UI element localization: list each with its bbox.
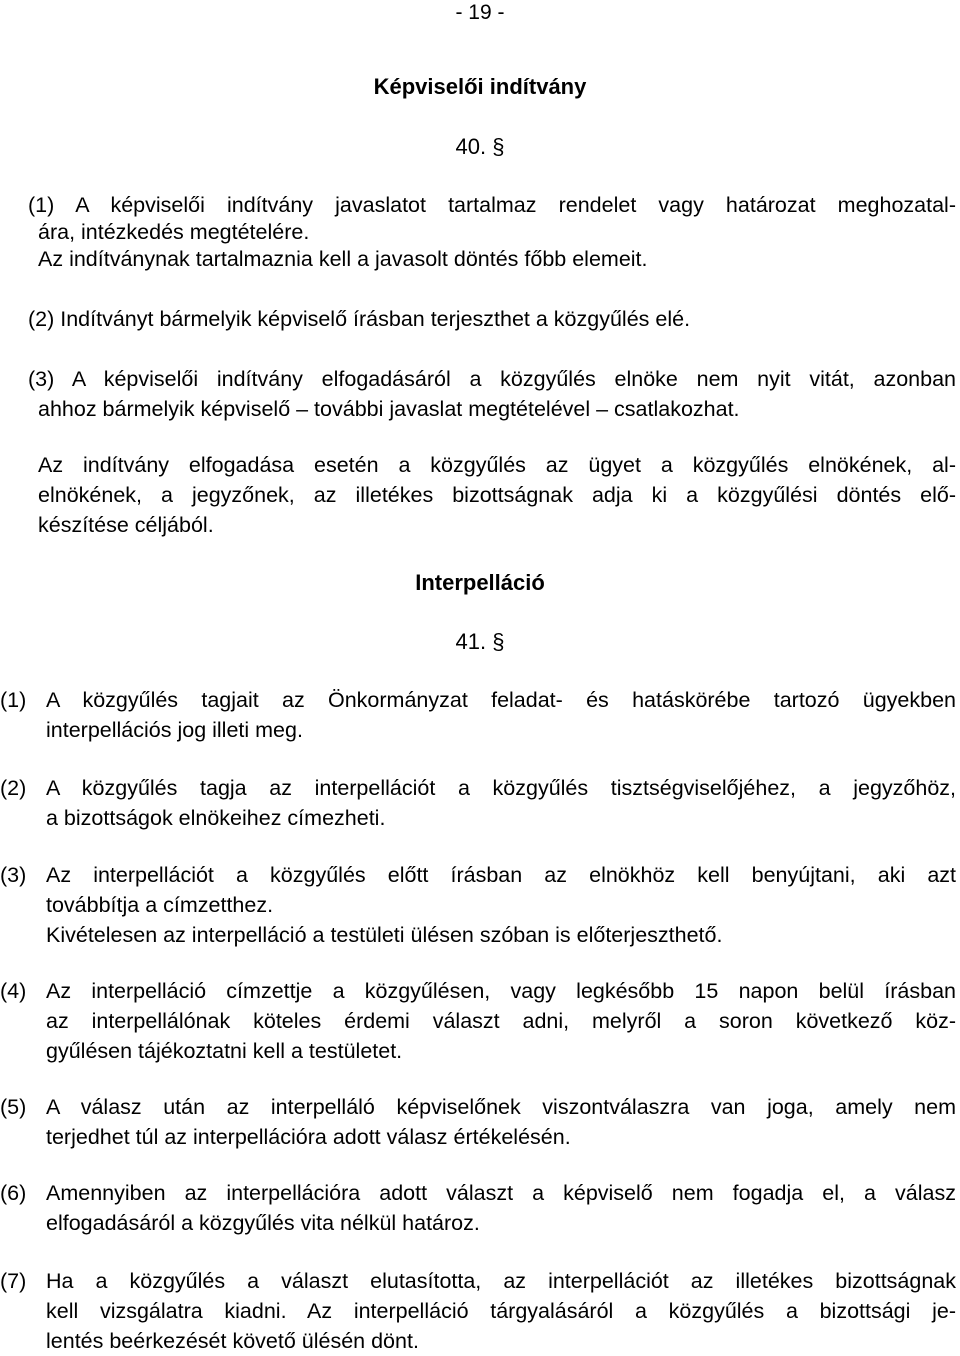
section-41-title: Interpelláció xyxy=(415,570,545,595)
item-line: Az interpelláció címzettje a közgyűlésen, vagy legkésőbb 15 napon belül írásban xyxy=(46,979,956,1003)
paragraph-line: elnökének, a jegyzőnek, az illetékes bizottságnak adja ki a közgyűlési döntés elő- xyxy=(38,483,956,507)
section-41-number: 41. § xyxy=(455,629,505,654)
item-text xyxy=(46,1266,956,1356)
paragraph-line: (1) A képviselői indítvány javaslatot tartalmaz rendelet vagy határozat meghozatal- xyxy=(28,193,956,217)
item-line: a bizottságok elnökeihez címezheti. xyxy=(46,806,386,830)
paragraph-line: (2) Indítványt bármelyik képviselő írásban terjeszthet a közgyűlés elé. xyxy=(28,307,691,331)
item-line: A válasz után az interpelláló képviselőnek viszontválaszra van joga, amely nem xyxy=(46,1095,956,1119)
item-line: lentés beérkezését követő ülésén dönt. xyxy=(46,1329,419,1353)
item-line: terjedhet túl az interpellációra adott válasz értékelésén. xyxy=(46,1125,571,1149)
item-text xyxy=(46,685,956,745)
paragraph-line: ára, intézkedés megtételére. xyxy=(38,220,310,244)
item-line: A közgyűlés tagja az interpellációt a közgyűlés tisztségviselőjéhez, a jegyzőhöz, xyxy=(46,776,956,800)
item-text xyxy=(46,1092,956,1152)
item-number: (3) xyxy=(0,863,27,887)
item-line: kell vizsgálatra kiadni. Az interpelláció tárgyalásáról a közgyűlés a bizottsági je- xyxy=(46,1299,956,1323)
item-line: Az interpellációt a közgyűlés előtt írásban az elnökhöz kell benyújtani, aki azt xyxy=(46,863,956,887)
item-text xyxy=(46,773,956,833)
paragraph-line: ahhoz bármelyik képviselő – további javaslat megtételével – csatlakozhat. xyxy=(38,397,740,421)
paragraph-line: készítése céljából. xyxy=(38,513,214,537)
page-number: - 19 - xyxy=(455,1,505,24)
item-text xyxy=(46,860,956,950)
item-line: továbbítja a címzetthez. xyxy=(46,893,274,917)
item-number: (2) xyxy=(0,776,27,800)
item-line: interpellációs jog illeti meg. xyxy=(46,718,303,742)
section-40-paragraph-1 xyxy=(28,190,956,274)
section-40-paragraph-2 xyxy=(28,304,956,334)
item-line: Kivételesen az interpelláció a testületi ülésen szóban is előterjeszthető. xyxy=(46,923,723,947)
paragraph-line: Az indítvány elfogadása esetén a közgyűlés az ügyet a közgyűlés elnökének, al- xyxy=(38,453,956,477)
item-number: (6) xyxy=(0,1181,27,1205)
paragraph-line: (3) A képviselői indítvány elfogadásáról a közgyűlés elnöke nem nyit vitát, azonban xyxy=(28,367,956,391)
item-text xyxy=(46,976,956,1066)
section-40-title: Képviselői indítvány xyxy=(373,74,587,99)
item-text xyxy=(46,1178,956,1238)
section-40-paragraph-4 xyxy=(38,450,956,540)
item-line: gyűlésen tájékoztatni kell a testületet. xyxy=(46,1039,403,1063)
item-number: (5) xyxy=(0,1095,27,1119)
item-line: Amennyiben az interpellációra adott választ a képviselő nem fogadja el, a válasz xyxy=(46,1181,956,1205)
item-number: (4) xyxy=(0,979,27,1003)
item-line: az interpellálónak köteles érdemi választ adni, melyről a soron következő köz- xyxy=(46,1009,956,1033)
section-40-paragraph-3 xyxy=(28,364,956,424)
item-number: (1) xyxy=(0,688,27,712)
item-line: Ha a közgyűlés a választ elutasította, az interpellációt az illetékes bizottságnak xyxy=(46,1269,956,1293)
item-line: A közgyűlés tagjait az Önkormányzat feladat- és hatáskörébe tartozó ügyekben xyxy=(46,688,956,712)
section-40-number: 40. § xyxy=(455,134,505,159)
item-line: elfogadásáról a közgyűlés vita nélkül határoz. xyxy=(46,1211,480,1235)
paragraph-line: Az indítványnak tartalmaznia kell a javasolt döntés főbb elemeit. xyxy=(38,247,648,271)
item-number: (7) xyxy=(0,1269,27,1293)
